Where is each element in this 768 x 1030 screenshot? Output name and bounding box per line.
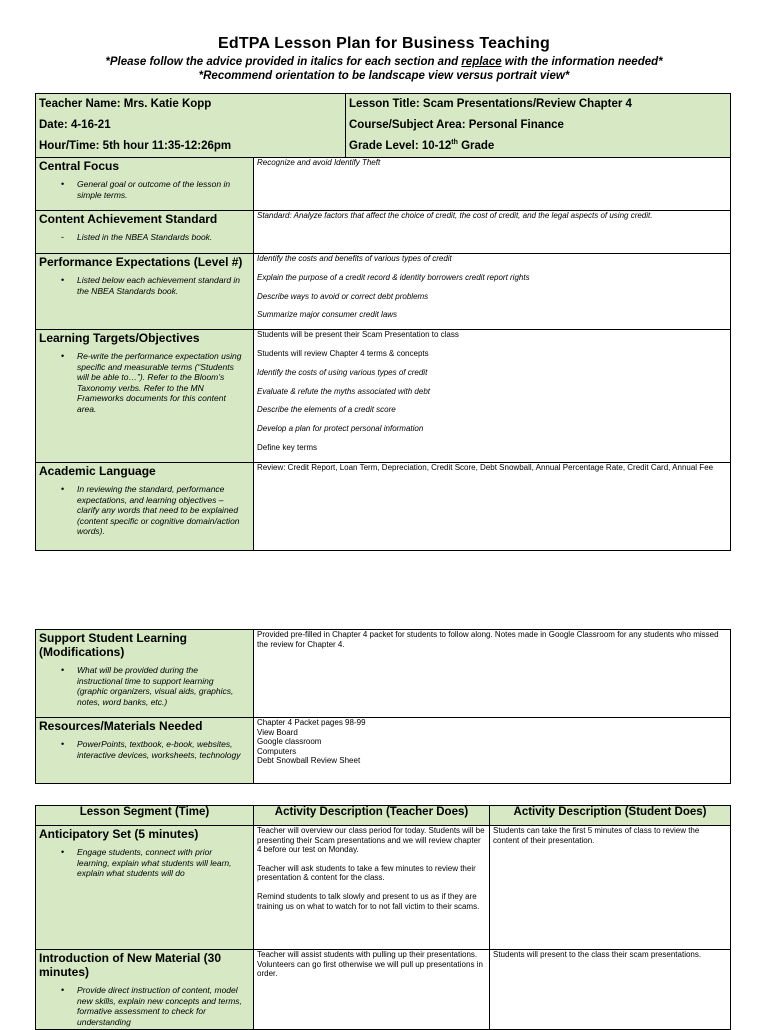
learning-targets-content [254, 330, 731, 463]
learning-target-item: Define key terms [257, 442, 318, 452]
learning-target-item: Students will be present their Scam Presentation to class [257, 330, 459, 340]
support-note: • What will be provided during the instructional time to support learning (graphic organizers, visual aids, graphics, notes, word banks, etc.) [77, 665, 244, 707]
instructions-text-end: with the information needed* [501, 56, 663, 68]
learning-target-item: Evaluate & refute the myths associated with debt [257, 386, 430, 396]
anticipatory-cell [36, 826, 254, 950]
resource-item: Debt Snowball Review Sheet [257, 756, 361, 765]
support-cell [36, 630, 254, 718]
performance-content [254, 254, 731, 330]
learning-target-item: Identify the costs of using various types of credit [257, 367, 428, 377]
learning-targets-cell [36, 330, 254, 463]
central-focus-content: Recognize and avoid Identify Theft [254, 158, 731, 211]
performance-item: Explain the purpose of a credit record & identity borrowers credit report rights [257, 272, 530, 282]
academic-language-cell [36, 463, 254, 551]
academic-language-content: Review: Credit Report, Loan Term, Depreciation, Credit Score, Debt Snowball, Annual Percentage Rate, Credit Card, Annual Fee [254, 463, 731, 551]
new-material-teacher: Teacher will assist students with pulling up their presentations. Volunteers can go first otherwise we will pull up presentations in order. [254, 950, 490, 1030]
content-standard-content: Standard: Analyze factors that affect the choice of credit, the cost of credit, and the legal aspects of using credit. [254, 211, 731, 254]
instructions-text: *Please follow the advice provided in italics for each section and [105, 56, 462, 68]
support-table [35, 629, 731, 784]
teacher-step: Remind students to talk slowly and present to us as if they are training us on what to watch for to not fall victim to their scams. [257, 892, 480, 911]
grade-level [346, 136, 731, 158]
new-material-note: • Provide direct instruction of content, model new skills, explain new concepts and terms, formative assessment to check for understanding [77, 985, 244, 1027]
date: Date: 4-16-21 [36, 115, 346, 136]
anticipatory-label: Anticipatory Set (5 minutes) [39, 827, 199, 841]
teacher-name: Teacher Name: Mrs. Katie Kopp [36, 94, 346, 116]
lesson-info-table [35, 93, 731, 551]
resources-note: • PowerPoints, textbook, e-book, websites, interactive devices, worksheets, technology [77, 739, 244, 760]
new-material-student: Students will present to the class their scam presentations. [490, 950, 731, 1030]
resource-item: Google classroom [257, 737, 322, 746]
support-content: Provided pre-filled in Chapter 4 packet for students to follow along. Notes made in Google Classroom for any students who missed the review for Chapter 4. [254, 630, 731, 718]
grade-level-sup: th [451, 139, 458, 147]
academic-language-label: Academic Language [39, 464, 156, 479]
performance-cell [36, 254, 254, 330]
performance-label: Performance Expectations (Level #) [39, 255, 243, 269]
resource-item: Computers [257, 746, 297, 756]
content-standard-note: - Listed in the NBEA Standards book. [77, 232, 244, 243]
grade-level-suffix: Grade [457, 140, 495, 152]
instructions-line-2: *Recommend orientation to be landscape view versus portrait view* [198, 70, 570, 82]
performance-note: • Listed below each achievement standard in the NBEA Standards book. [77, 275, 244, 296]
central-focus-note: • General goal or outcome of the lesson in simple terms. [77, 179, 244, 200]
resource-item: View Board [257, 727, 298, 737]
anticipatory-student: Students can take the first 5 minutes of class to review the content of their presentation. [490, 826, 731, 950]
new-material-cell [36, 950, 254, 1030]
document-title: EdTPA Lesson Plan for Business Teaching [217, 35, 550, 52]
learning-targets-note: • Re-write the performance expectation using specific and measurable terms (“Students will be able to…”). Refer to the Bloom’s Taxonomy verbs. Refer to the MN Frameworks documents for this content area. [77, 351, 244, 414]
lesson-segment-table [35, 805, 731, 1030]
anticipatory-teacher [254, 826, 490, 950]
content-standard-label: Content Achievement Standard [39, 212, 218, 226]
learning-target-item: Describe the elements of a credit score [257, 405, 396, 415]
segment-header: Lesson Segment (Time) [36, 806, 254, 826]
resources-label: Resources/Materials Needed [39, 719, 203, 733]
resource-item: Chapter 4 Packet pages 98-99 [257, 718, 366, 727]
central-focus-cell [36, 158, 254, 211]
hour-time: Hour/Time: 5th hour 11:35-12:26pm [36, 136, 346, 158]
teacher-step: Teacher will overview our class period for today. Students will be presenting their Scam presentations and we will review chapter 4 before our test on Monday. [257, 826, 485, 854]
anticipatory-note: • Engage students, connect with prior learning, explain what students will learn, explain what students will do [77, 847, 244, 879]
teacher-does-header: Activity Description (Teacher Does) [254, 806, 490, 826]
instructions-line-1 [0, 56, 768, 68]
resources-content [254, 718, 731, 784]
grade-level-text: Grade Level: 10-12 [349, 140, 452, 152]
new-material-label: Introduction of New Material (30 minutes) [39, 951, 222, 979]
instructions-underlined: replace [461, 56, 502, 68]
course-subject: Course/Subject Area: Personal Finance [346, 115, 731, 136]
support-label: Support Student Learning (Modifications) [39, 631, 187, 659]
content-standard-cell [36, 211, 254, 254]
learning-targets-label: Learning Targets/Objectives [39, 331, 200, 346]
lesson-title: Lesson Title: Scam Presentations/Review Chapter 4 [346, 94, 731, 116]
performance-item: Summarize major consumer credit laws [257, 310, 398, 320]
learning-target-item: Students will review Chapter 4 terms & concepts [257, 348, 429, 358]
resources-cell [36, 718, 254, 784]
central-focus-label: Central Focus [39, 159, 120, 173]
student-does-header: Activity Description (Student Does) [490, 806, 731, 826]
learning-target-item: Develop a plan for protect personal information [257, 424, 424, 434]
performance-item: Describe ways to avoid or correct debt problems [257, 291, 429, 301]
teacher-step: Teacher will ask students to take a few minutes to review their presentation & content for the class. [257, 863, 476, 883]
performance-item: Identify the costs and benefits of various types of credit [257, 254, 452, 263]
academic-language-note: • In reviewing the standard, performance expectations, and learning objectives – clarify any words that need to be explained (content specific or cognitive domain/action words). [77, 484, 244, 537]
